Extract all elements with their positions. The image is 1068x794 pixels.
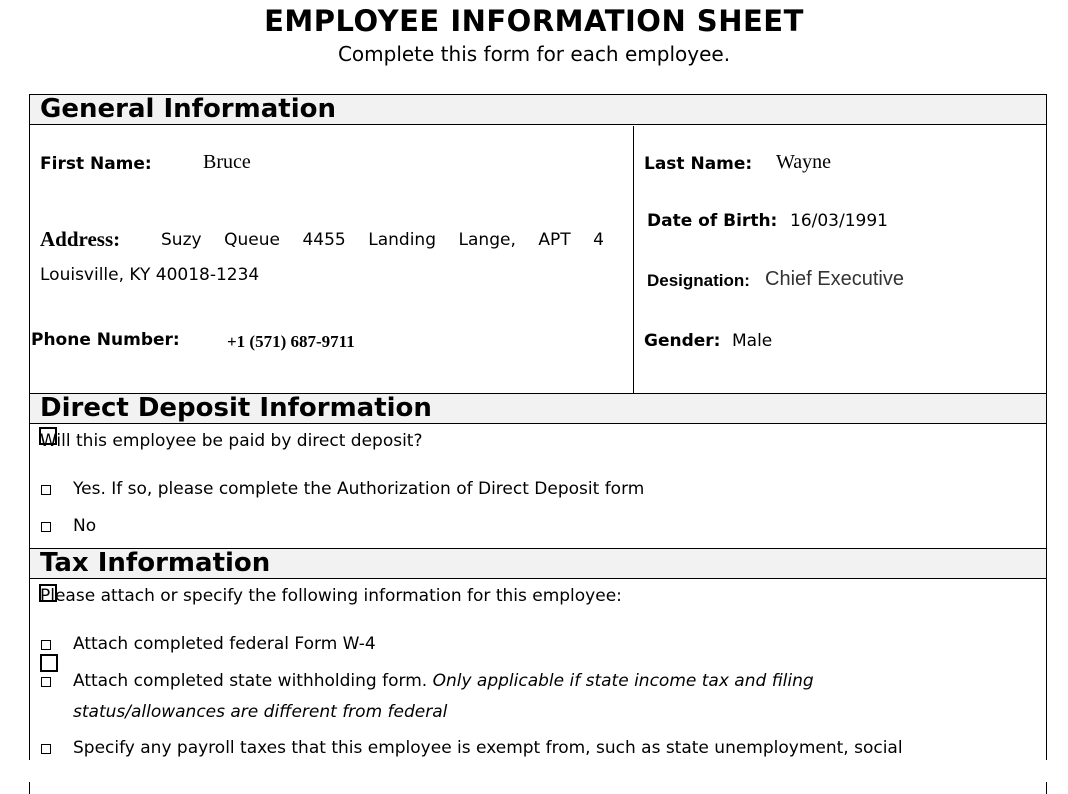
address-label: Address: [40,227,121,251]
column-divider [633,126,634,393]
page-title: EMPLOYEE INFORMATION SHEET [264,4,804,38]
w4-checkbox[interactable] [41,640,51,650]
w4-label: Attach completed federal Form W-4 [73,634,376,654]
first-name-field[interactable]: Bruce [203,151,251,173]
deposit-yes-checkbox[interactable] [41,485,51,495]
designation-field[interactable]: Chief Executive [765,268,904,290]
state-form-checkbox[interactable] [41,677,51,687]
last-name-label: Last Name: [644,154,753,174]
state-form-main: Attach completed state withholding form. [73,671,428,691]
gender-field[interactable]: Male [732,331,773,351]
direct-deposit-question: Will this employee be paid by direct deposit? [40,431,423,451]
deposit-yes-label: Yes. If so, please complete the Authorization of Direct Deposit form [73,479,645,499]
gender-label: Gender: [644,331,721,351]
phone-number-label: Phone Number: [31,330,180,350]
footer-strip [0,760,1068,782]
date-of-birth-label: Date of Birth: [647,211,778,231]
deposit-no-checkbox[interactable] [41,522,51,532]
direct-deposit-heading: Direct Deposit Information [30,393,1046,424]
payroll-exempt-label: Specify any payroll taxes that this employee is exempt from, such as state unemployment, social [73,738,903,758]
state-form-note-2: status/allowances are different from federal [73,702,448,722]
deposit-no-label: No [73,516,97,536]
address-line-1[interactable]: Suzy Queue 4455 Landing Lange, APT 4 [161,230,604,250]
tax-information-heading: Tax Information [30,548,1046,579]
phone-number-field[interactable]: +1 (571) 687-9711 [227,332,355,351]
tax-instruction: Please attach or specify the following information for this employee: [40,586,622,606]
address-line-2[interactable]: Louisville, KY 40018-1234 [40,265,260,285]
form-sheet [29,94,1047,794]
state-form-note-1: Only applicable if state income tax and filing [432,671,814,691]
state-form-label [73,671,814,691]
designation-label: Designation: [647,271,750,290]
payroll-exempt-checkbox[interactable] [41,744,51,754]
general-information-heading: General Information [30,94,1046,125]
first-name-label: First Name: [40,154,152,174]
page-subtitle: Complete this form for each employee. [337,42,731,66]
date-of-birth-field[interactable]: 16/03/1991 [790,211,888,231]
last-name-field[interactable]: Wayne [776,151,832,173]
state-form-box[interactable] [40,654,58,672]
